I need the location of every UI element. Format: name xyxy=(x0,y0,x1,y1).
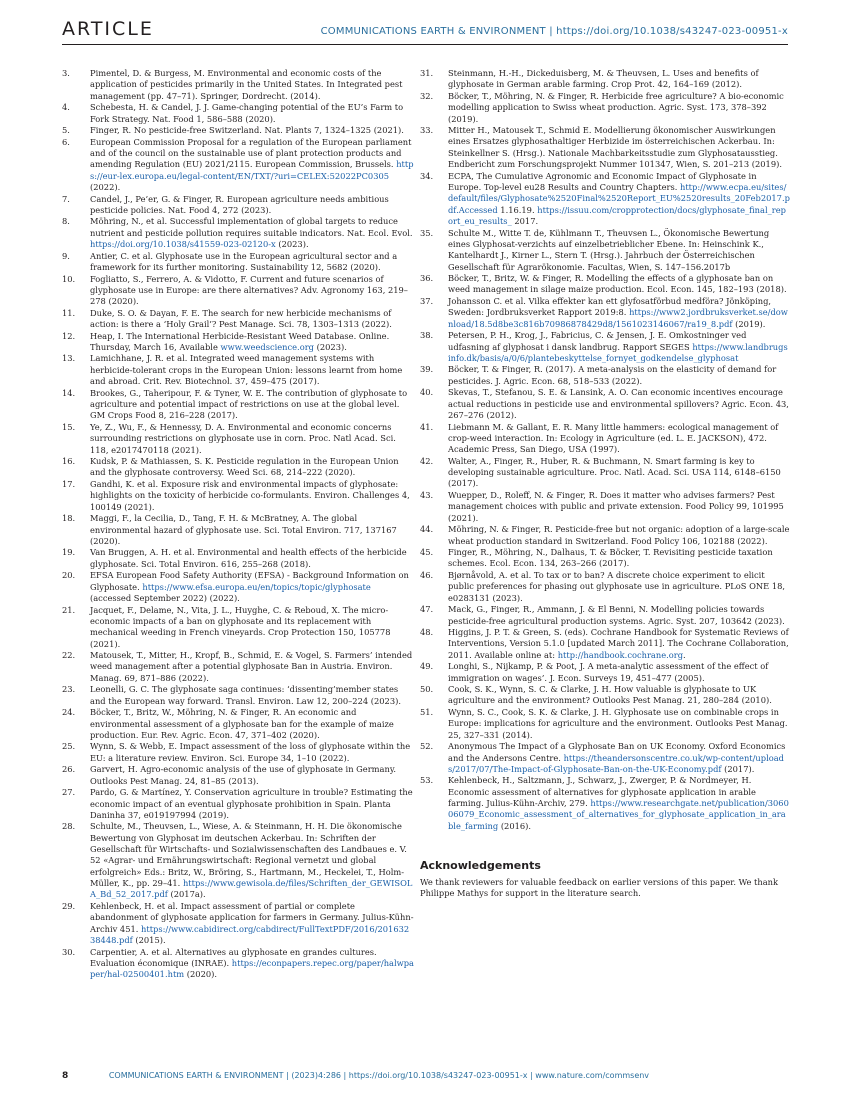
reference-item xyxy=(62,821,414,900)
reference-item xyxy=(420,125,790,170)
reference-number: 5. xyxy=(62,125,70,136)
reference-item xyxy=(420,296,790,330)
reference-item xyxy=(62,125,414,136)
reference-body: Longhi, S., Nijkamp, P. & Poot, J. A meta-analytic assessment of the effect of immigration on wages’. J. Econ. Surveys 19, 451–477 (2005). xyxy=(448,661,769,683)
reference-number: 10. xyxy=(62,273,76,284)
reference-number: 43. xyxy=(420,489,434,500)
reference-item xyxy=(62,102,414,125)
reference-number: 21. xyxy=(62,604,76,615)
reference-link[interactable]: https://eur-lex.europa.eu/legal-content/EN/TXT/?uri=CELEX:52022PC0305 xyxy=(90,159,414,181)
reference-suffix: (2017). xyxy=(721,763,755,774)
reference-number: 8. xyxy=(62,216,70,227)
reference-number: 44. xyxy=(420,524,434,535)
reference-text xyxy=(448,547,790,570)
reference-link[interactable]: https://doi.org/10.1038/s41559-023-02120-x xyxy=(90,239,276,250)
reference-link[interactable]: https://www.cabidirect.org/cabdirect/FullTextPDF/2016/20163238448.pdf xyxy=(90,923,410,945)
reference-body: Mitter H., Matousek T., Schmid E. Modellierung ökonomischer Auswirkungen eines Ersatzes glyphosathaltiger Herbizide im österreichischen Ackerbau. In: Steinkellner S. (Hrsg.). Nationale Machbarkeitsstudie zum Glyphosatausstieg. Endbericht zum Forschungsprojekt Nummer 101347, Wien, S. 201–213 (2019). xyxy=(448,125,782,170)
reference-body: Kudsk, P. & Mathiassen, S. K. Pesticide regulation in the European Union and the glyphosate controversy. Weed Sci. 68, 214–222 (2020). xyxy=(90,456,399,478)
reference-body: Finger, R., Möhring, N., Dalhaus, T. & Böcker, T. Revisiting pesticide taxation schemes. Ecol. Econ. 134, 263–266 (2017). xyxy=(448,547,773,569)
reference-item xyxy=(420,524,790,547)
reference-link[interactable]: http://handbook.cochrane.org xyxy=(557,649,684,660)
reference-body: Candel, J., Pe’er, G. & Finger, R. European agriculture needs ambitious pesticide policies. Nat. Food 4, 272 (2023). xyxy=(90,193,389,215)
references-right-column xyxy=(420,68,790,899)
reference-body: ECPA, The Cumulative Agronomic and Economic Impact of Glyphosate in Europe. Top-level eu28 Results and Country Chapters. xyxy=(448,170,757,192)
reference-link[interactable]: https://www.gewisola.de/files/Schriften_der_GEWISOLA_Bd_52_2017.pdf xyxy=(90,878,413,900)
reference-body: Schebesta, H. & Candel, J. J. Game-changing potential of the EU’s Farm to Fork Strategy. Nat. Food 1, 586–588 (2020). xyxy=(90,102,404,124)
reference-item xyxy=(420,422,790,456)
reference-text xyxy=(448,775,790,832)
reference-text xyxy=(448,273,790,296)
reference-text xyxy=(90,901,414,946)
reference-suffix: 1.16.19. xyxy=(497,204,535,215)
reference-item xyxy=(420,330,790,364)
reference-body: Cook, S. K., Wynn, S. C. & Clarke, J. H. How valuable is glyphosate to UK agriculture and the environment? Outlooks Pest Manag. 21, 280–284 (2010). xyxy=(448,684,772,706)
reference-suffix: (2017a). xyxy=(167,889,206,900)
reference-body: Ye, Z., Wu, F., & Hennessy, D. A. Environmental and economic concerns surrounding restrictions on glyphosate use in corn. Proc. Natl Acad. Sci. 118, e2017470118 (2021). xyxy=(90,421,396,455)
reference-text xyxy=(90,456,414,479)
reference-suffix: 2017. xyxy=(511,216,539,227)
reference-number: 50. xyxy=(420,684,434,695)
reference-item xyxy=(62,456,414,479)
reference-link[interactable]: https://econpapers.repec.org/paper/halwpaper/hal-02500401.htm xyxy=(90,957,414,980)
reference-text xyxy=(90,68,414,102)
reference-body: Gandhi, K. et al. Exposure risk and environmental impacts of glyphosate: highlights on the toxicity of herbicide co-formulants. Environ. Challenges 4, 100149 (2021). xyxy=(90,479,410,512)
reference-text xyxy=(448,422,790,456)
reference-suffix: (accessed September 2022) (2022). xyxy=(90,593,240,603)
reference-item xyxy=(62,741,414,764)
reference-text xyxy=(448,707,790,741)
reference-item xyxy=(420,490,790,524)
reference-body: Böcker, T., Britz, W., Möhring, N. & Finger, R. An economic and environmental assessment of a glyphosate ban for the example of maize production. Eur. Rev. Agric. Econ. 47, 371–402 (2020). xyxy=(90,707,394,740)
reference-number: 9. xyxy=(62,250,70,261)
reference-body: Wynn, S. C., Cook, S. K. & Clarke, J. H. Glyphosate use on combinable crops in Europe: implications for agriculture and the environment. Outlooks Pest Manag. 25, 327–331 (2014). xyxy=(448,707,788,740)
reference-number: 6. xyxy=(62,136,70,147)
reference-number: 19. xyxy=(62,547,76,558)
reference-text xyxy=(90,513,414,547)
reference-text xyxy=(90,422,414,456)
reference-link[interactable]: https://www.landbrugsinfo.dk/basis/a/0/6/plantebeskyttelse_fornyet_godkendelse_glyphosat xyxy=(448,341,788,363)
reference-item xyxy=(420,707,790,741)
reference-body: Kehlenbeck, H. et al. Impact assessment of partial or complete abandonment of glyphosate application for farmers in Germany. Julius-Kühn-Archiv 451. xyxy=(90,900,414,934)
reference-number: 38. xyxy=(420,330,434,341)
header-divider xyxy=(62,44,788,45)
reference-text xyxy=(448,387,790,421)
reference-text xyxy=(90,308,414,331)
reference-item xyxy=(62,194,414,217)
reference-body: Finger, R. No pesticide-free Switzerland. Nat. Plants 7, 1324–1325 (2021). xyxy=(90,125,404,136)
reference-link[interactable]: https://theandersonscentre.co.uk/wp-content/uploads/2017/07/The-Impact-of-Glyphosate-Ban-on-the-UK-Economy.pdf xyxy=(448,752,784,774)
reference-number: 12. xyxy=(62,330,76,341)
reference-number: 33. xyxy=(420,125,434,136)
reference-body: Antier, C. et al. Glyphosate use in the European agricultural sector and a framework for its further monitoring. Sustainability 12, 5682 (2020). xyxy=(90,250,398,272)
reference-text xyxy=(448,684,790,707)
reference-body: Higgins, J. P. T. & Green, S. (eds). Cochrane Handbook for Systematic Reviews of Interventions, Version 5.1.0 [updated March 2011]. The Cochrane Collaboration, 2011. Available online at: xyxy=(448,627,789,660)
reference-body: Wuepper, D., Roleff, N. & Finger, R. Does it matter who advises farmers? Pest management choices with public and private extension. Food Policy 99, 101995 (2021). xyxy=(448,489,784,523)
reference-item xyxy=(62,570,414,604)
reference-link[interactable]: https://www2.jordbruksverket.se/download/18.5d8be3c816b70986878429d8/1561023146067/ra19_8.pdf xyxy=(448,307,788,329)
reference-number: 40. xyxy=(420,387,434,398)
reference-number: 15. xyxy=(62,421,76,432)
reference-number: 53. xyxy=(420,775,434,786)
reference-number: 45. xyxy=(420,547,434,558)
reference-item xyxy=(62,388,414,422)
reference-number: 20. xyxy=(62,570,76,581)
reference-number: 47. xyxy=(420,604,434,615)
reference-body: Pardo, G. & Martínez, Y. Conservation agriculture in trouble? Estimating the economic impact of an eventual glyphosate prohibition in Spain. Planta Daninha 37, e019197994 (2019). xyxy=(90,787,413,820)
reference-item xyxy=(62,684,414,707)
reference-text xyxy=(448,661,790,684)
reference-number: 7. xyxy=(62,193,70,204)
reference-item xyxy=(62,251,414,274)
reference-text xyxy=(448,570,790,604)
reference-number: 32. xyxy=(420,90,434,101)
reference-number: 13. xyxy=(62,353,76,364)
reference-suffix: (2016). xyxy=(498,820,532,831)
reference-number: 25. xyxy=(62,741,76,752)
reference-body: Johansson C. et al. Vilka effekter kan ett glyfosatförbud medföra? Jönköping, Sweden: Jordbruksverket Rapport 2019:8. xyxy=(448,296,772,318)
reference-body: Steinmann, H.-H., Dickeduisberg, M. & Theuvsen, L. Uses and benefits of glyphosate in German arable farming. Crop Prot. 42, 164–169 (2012). xyxy=(448,68,759,90)
reference-text xyxy=(90,274,414,308)
reference-item xyxy=(62,764,414,787)
reference-body: Böcker, T. & Finger, R. (2017). A meta-analysis on the elasticity of demand for pesticides. J. Agric. Econ. 68, 518–533 (2022). xyxy=(448,364,777,386)
reference-body: Carpentier, A. et al. Alternatives au glyphosate en grandes cultures. Evaluation économique (INRAE). xyxy=(90,946,377,968)
reference-text xyxy=(90,125,414,136)
reference-text xyxy=(90,684,414,707)
reference-item xyxy=(62,787,414,821)
reference-body: Möhring, N. & Finger, R. Pesticide-free but not organic: adoption of a large-scale wheat production standard in Switzerland. Food Policy 106, 102188 (2022). xyxy=(448,524,790,546)
reference-text xyxy=(90,251,414,274)
reference-number: 27. xyxy=(62,787,76,798)
reference-number: 51. xyxy=(420,707,434,717)
reference-item xyxy=(62,547,414,570)
reference-body: Leonelli, G. C. The glyphosate saga continues: ‘dissenting’member states and the European way forward. Transl. Environ. Law 12, 200–224 (2023). xyxy=(90,684,401,706)
reference-item xyxy=(62,605,414,650)
reference-link[interactable]: https://www.researchgate.net/publication/306006079_Economic_assessment_of_alternatives_for_glyphosate_application_in_arable_farming xyxy=(448,798,789,831)
reference-body: Pimentel, D. & Burgess, M. Environmental and economic costs of the application of pesticides primarily in the United States. In Integrated pest management (pp. 47–71). Springer, Dordrecht. (2014). xyxy=(90,68,403,101)
reference-number: 37. xyxy=(420,296,434,306)
reference-text xyxy=(90,479,414,513)
reference-text xyxy=(448,490,790,524)
reference-text xyxy=(90,388,414,422)
reference-item xyxy=(62,68,414,102)
reference-text xyxy=(448,91,790,125)
reference-item xyxy=(62,422,414,456)
reference-body: Van Bruggen, A. H. et al. Environmental and health effects of the herbicide glyphosate. Sci. Total Environ. 616, 255–268 (2018). xyxy=(90,547,407,569)
reference-number: 39. xyxy=(420,364,434,375)
reference-body: Lamichhane, J. R. et al. Integrated weed management systems with herbicide-tolerant crops in the European Union: lessons learnt from home and abroad. Crit. Rev. Biotechnol. 37, 459–475 (2017). xyxy=(90,353,403,387)
reference-text xyxy=(90,194,414,217)
reference-number: 31. xyxy=(420,68,434,78)
reference-body: Maggi, F., la Cecilia, D., Tang, F. H. & McBratney, A. The global environmental hazard of glyphosate use. Sci. Total Environ. 717, 137167 (2020). xyxy=(90,513,397,546)
reference-number: 3. xyxy=(62,68,70,78)
reference-text xyxy=(90,787,414,821)
reference-body: Matousek, T., Mitter, H., Kropf, B., Schmid, E. & Vogel, S. Farmers’ intended weed management after a potential glyphosate Ban in Austria. Environ. Manag. 69, 871–886 (2022). xyxy=(90,650,413,683)
reference-item xyxy=(62,137,414,194)
reference-number: 22. xyxy=(62,650,76,661)
reference-number: 14. xyxy=(62,387,76,398)
reference-number: 48. xyxy=(420,627,434,638)
reference-item xyxy=(420,387,790,421)
reference-text xyxy=(90,331,414,354)
reference-text xyxy=(90,605,414,650)
page-number: 8 xyxy=(62,1071,69,1081)
reference-number: 35. xyxy=(420,227,434,238)
reference-link[interactable]: https://issuu.com/cropprotection/docs/glyphosate_final_report_eu_results_ xyxy=(448,204,786,227)
reference-body: Fogliatto, S., Ferrero, A. & Vidotto, F. Current and future scenarios of glyphosate use in Europe: are there alternatives? Adv. Agronomy 163, 219–278 (2020). xyxy=(90,273,408,307)
reference-number: 42. xyxy=(420,455,434,466)
reference-text xyxy=(90,570,414,604)
reference-item xyxy=(420,661,790,684)
reference-link[interactable]: http://www.ecpa.eu/sites/default/files/Glyphosate%2520Final%2520Report_EU%2520results_20Feb2017.pdf.Accessed xyxy=(448,182,790,215)
reference-item xyxy=(62,216,414,250)
reference-suffix: (2015). xyxy=(132,935,166,945)
reference-body: Schulte M., Witte T. de, Kühlmann T., Theuvsen L., Ökonomische Bewertung eines Glyphosat-verzichts auf einzelbetrieblicher Ebene. In: Heinschink K., Kantelhardt J., Kirner L., Stern T. (Hrsg.). Jahrbuch der Österreichischen Gesellschaft für Agrarökonomie. Facultas, Wien, S. 147–156.2017b xyxy=(448,227,770,272)
reference-text xyxy=(448,627,790,661)
reference-body: Kehlenbeck, H., Saltzmann, J., Schwarz, J., Zwerger, P. & Nordmeyer, H. Economic assessment of alternatives for glyphosate application in arable farming. Julius-Kühn-Archiv, 279. xyxy=(448,775,756,809)
reference-body: Heap, I. The International Herbicide-Resistant Weed Database. Online. Thursday, March 16, Available xyxy=(90,330,390,352)
reference-body: Wynn, S. & Webb, E. Impact assessment of the loss of glyphosate within the EU: a literature review. Environ. Sci. Europe 34, 1–10 (2022). xyxy=(90,741,411,763)
reference-text xyxy=(90,947,414,981)
reference-body: Schulte, M., Theuvsen, L., Wiese, A. & Steinmann, H. H. Die ökonomische Bewertung von Glyphosat im deutschen Ackerbau. In: Schriften der Gesellschaft für Wirtschafts- und Sozialwissenschaften des Landbaues e. V. 52 «Agrar- und Ernährungswirtschaft: Regional vernetzt und global erfolgreich» Eds.: Britz, W., Bröring, S., Hartmann, M., Heckelei, T., Holm-Müller, K., pp. 29–41. xyxy=(90,821,407,889)
reference-suffix: . xyxy=(683,649,686,660)
reference-number: 16. xyxy=(62,456,76,467)
reference-number: 17. xyxy=(62,479,76,489)
reference-body: Bjørnåvold, A. et al. To tax or to ban? A discrete choice experiment to elicit public preferences for phasing out glyphosate use in agriculture. PLoS ONE 18, e0283131 (2023). xyxy=(448,569,786,603)
reference-item xyxy=(62,479,414,513)
reference-text xyxy=(448,456,790,490)
reference-item xyxy=(62,353,414,387)
reference-number: 11. xyxy=(62,307,76,318)
reference-item xyxy=(62,513,414,547)
reference-text xyxy=(90,741,414,764)
reference-body: Anonymous The Impact of a Glyphosate Ban on UK Economy. Oxford Economics and the Andersons Centre. xyxy=(448,741,786,763)
reference-text xyxy=(448,228,790,273)
reference-text xyxy=(448,296,790,330)
reference-item xyxy=(420,364,790,387)
reference-item xyxy=(420,547,790,570)
reference-number: 49. xyxy=(420,661,434,672)
reference-item xyxy=(420,171,790,228)
reference-number: 23. xyxy=(62,684,76,695)
reference-number: 18. xyxy=(62,513,76,524)
reference-item xyxy=(62,331,414,354)
acknowledgements-heading: Acknowledgements xyxy=(420,859,541,873)
reference-item xyxy=(420,68,790,91)
reference-body: Petersen, P. H., Krog, J., Fabricius, C. & Jensen, J. E. Omkostninger ved udfasning af glyphosat i dansk landbrug. Rapport SEGES xyxy=(448,330,747,352)
reference-text xyxy=(90,650,414,684)
reference-item xyxy=(420,604,790,627)
reference-body: Jacquet, F., Delame, N., Vita, J. L., Huyghe, C. & Reboud, X. The micro-economic impacts of a ban on glyphosate and its replacement with mechanical weeding in French vineyards. Crop Protection 150, 105778 (2021). xyxy=(90,604,391,649)
reference-body: EFSA European Food Safety Authority (EFSA) - Background Information on Glyphosate. xyxy=(90,570,409,592)
reference-body: Böcker, T., Möhring, N. & Finger, R. Herbicide free agriculture? A bio-economic modelling application to Swiss wheat production. Agric. Syst. 173, 378–392 (2019). xyxy=(448,90,784,124)
reference-item xyxy=(420,570,790,604)
reference-item xyxy=(62,901,414,946)
reference-item xyxy=(420,456,790,490)
reference-body: Liebmann M. & Gallant, E. R. Many little hammers: ecological management of crop-weed interaction. In: Ecology in Agriculture (ed. L. E. JACKSON), 472. Academic Press, San Diego, USA (1997). xyxy=(448,421,779,455)
reference-text xyxy=(448,330,790,364)
article-label: ARTICLE xyxy=(62,18,154,40)
reference-item xyxy=(420,627,790,661)
reference-text xyxy=(448,171,790,228)
reference-number: 34. xyxy=(420,170,434,181)
reference-item xyxy=(420,684,790,707)
reference-text xyxy=(448,604,790,627)
reference-number: 36. xyxy=(420,273,434,284)
reference-body: Mack, G., Finger, R., Ammann, J. & El Benni, N. Modelling policies towards pesticide-free agricultural production systems. Agric. Syst. 207, 103642 (2023). xyxy=(448,604,785,626)
reference-number: 4. xyxy=(62,102,70,113)
reference-suffix: (2019). xyxy=(732,318,766,329)
reference-link[interactable]: www.weedscience.org xyxy=(220,341,314,352)
reference-link[interactable]: https://www.efsa.europa.eu/en/topics/topic/glyphosate xyxy=(142,581,371,592)
reference-body: Böcker, T., Britz, W. & Finger, R. Modelling the effects of a glyphosate ban on weed management in silage maize production. Ecol. Econ. 145, 182–193 (2018). xyxy=(448,273,787,295)
reference-item xyxy=(420,273,790,296)
reference-body: Skevas, T., Stefanou, S. E. & Lansink, A. O. Can economic incentives encourage actual reductions in pesticide use and environmental spillovers? Agric. Econ. 43, 267–276 (2012). xyxy=(448,387,789,420)
reference-body: Duke, S. O. & Dayan, F. E. The search for new herbicide mechanisms of action: is there a ‘Holy Grail’? Pest Manage. Sci. 78, 1303–1313 (2022). xyxy=(90,307,392,330)
reference-text xyxy=(448,68,790,91)
reference-text xyxy=(448,741,790,775)
reference-item xyxy=(62,947,414,981)
reference-number: 24. xyxy=(62,707,76,718)
reference-suffix: (2020). xyxy=(184,969,218,980)
reference-item xyxy=(420,741,790,775)
reference-item xyxy=(62,308,414,331)
reference-text xyxy=(90,353,414,387)
reference-body: Garvert, H. Agro-economic analysis of the use of glyphosate in Germany. Outlooks Pest Manag. 24, 81–85 (2013). xyxy=(90,764,397,786)
reference-text xyxy=(90,707,414,741)
reference-number: 28. xyxy=(62,821,76,832)
reference-body: European Commission Proposal for a regulation of the European parliament and of the council on the sustainable use of plant protection products and amending Regulation (EU) 2021/2115. European Commission, Brussels. xyxy=(90,136,412,170)
reference-text xyxy=(90,821,414,900)
reference-text xyxy=(448,524,790,547)
acknowledgements-text: We thank reviewers for valuable feedback on earlier versions of this paper. We thank Philippe Mathys for support in the literature search. xyxy=(420,876,779,898)
reference-body: Möhring, N., et al. Successful implementation of global targets to reduce nutrient and pesticide pollution requires suitable indicators. Nat. Ecol. Evol. xyxy=(90,216,413,238)
page-footer xyxy=(62,1071,649,1081)
journal-header[interactable]: COMMUNICATIONS EARTH & ENVIRONMENT | https://doi.org/10.1038/s43247-023-00951-x xyxy=(320,26,788,37)
reference-number: 52. xyxy=(420,741,434,752)
reference-text xyxy=(448,125,790,170)
reference-body: Brookes, G., Taheripour, F. & Tyner, W. E. The contribution of glyphosate to agriculture and potential impact of restrictions on use at the global level. GM Crops Food 8, 216–228 (2017). xyxy=(90,387,408,421)
reference-text xyxy=(90,137,414,194)
reference-text xyxy=(90,547,414,570)
references-left-column xyxy=(62,68,414,981)
reference-item xyxy=(420,775,790,832)
reference-number: 30. xyxy=(62,946,76,957)
reference-number: 46. xyxy=(420,569,434,580)
reference-item xyxy=(62,707,414,741)
reference-number: 29. xyxy=(62,900,76,911)
reference-text xyxy=(448,364,790,387)
reference-suffix: (2023). xyxy=(313,341,347,352)
footer-text[interactable]: COMMUNICATIONS EARTH & ENVIRONMENT | (2023)4:286 | https://doi.org/10.1038/s43247-023-00951-x | www.nature.com/commsenv xyxy=(108,1071,650,1080)
reference-suffix: (2023). xyxy=(275,239,309,250)
reference-item xyxy=(420,228,790,273)
reference-item xyxy=(62,650,414,684)
reference-text xyxy=(90,102,414,125)
reference-text xyxy=(90,764,414,787)
reference-item xyxy=(420,91,790,125)
reference-suffix: (2022). xyxy=(90,182,121,192)
reference-body: Walter, A., Finger, R., Huber, R. & Buchmann, N. Smart farming is key to developing sustainable agriculture. Proc. Natl. Acad. Sci. USA 114, 6148–6150 (2017). xyxy=(448,455,781,489)
reference-number: 26. xyxy=(62,764,76,775)
reference-item xyxy=(62,274,414,308)
reference-text xyxy=(90,216,414,250)
reference-number: 41. xyxy=(420,421,434,432)
